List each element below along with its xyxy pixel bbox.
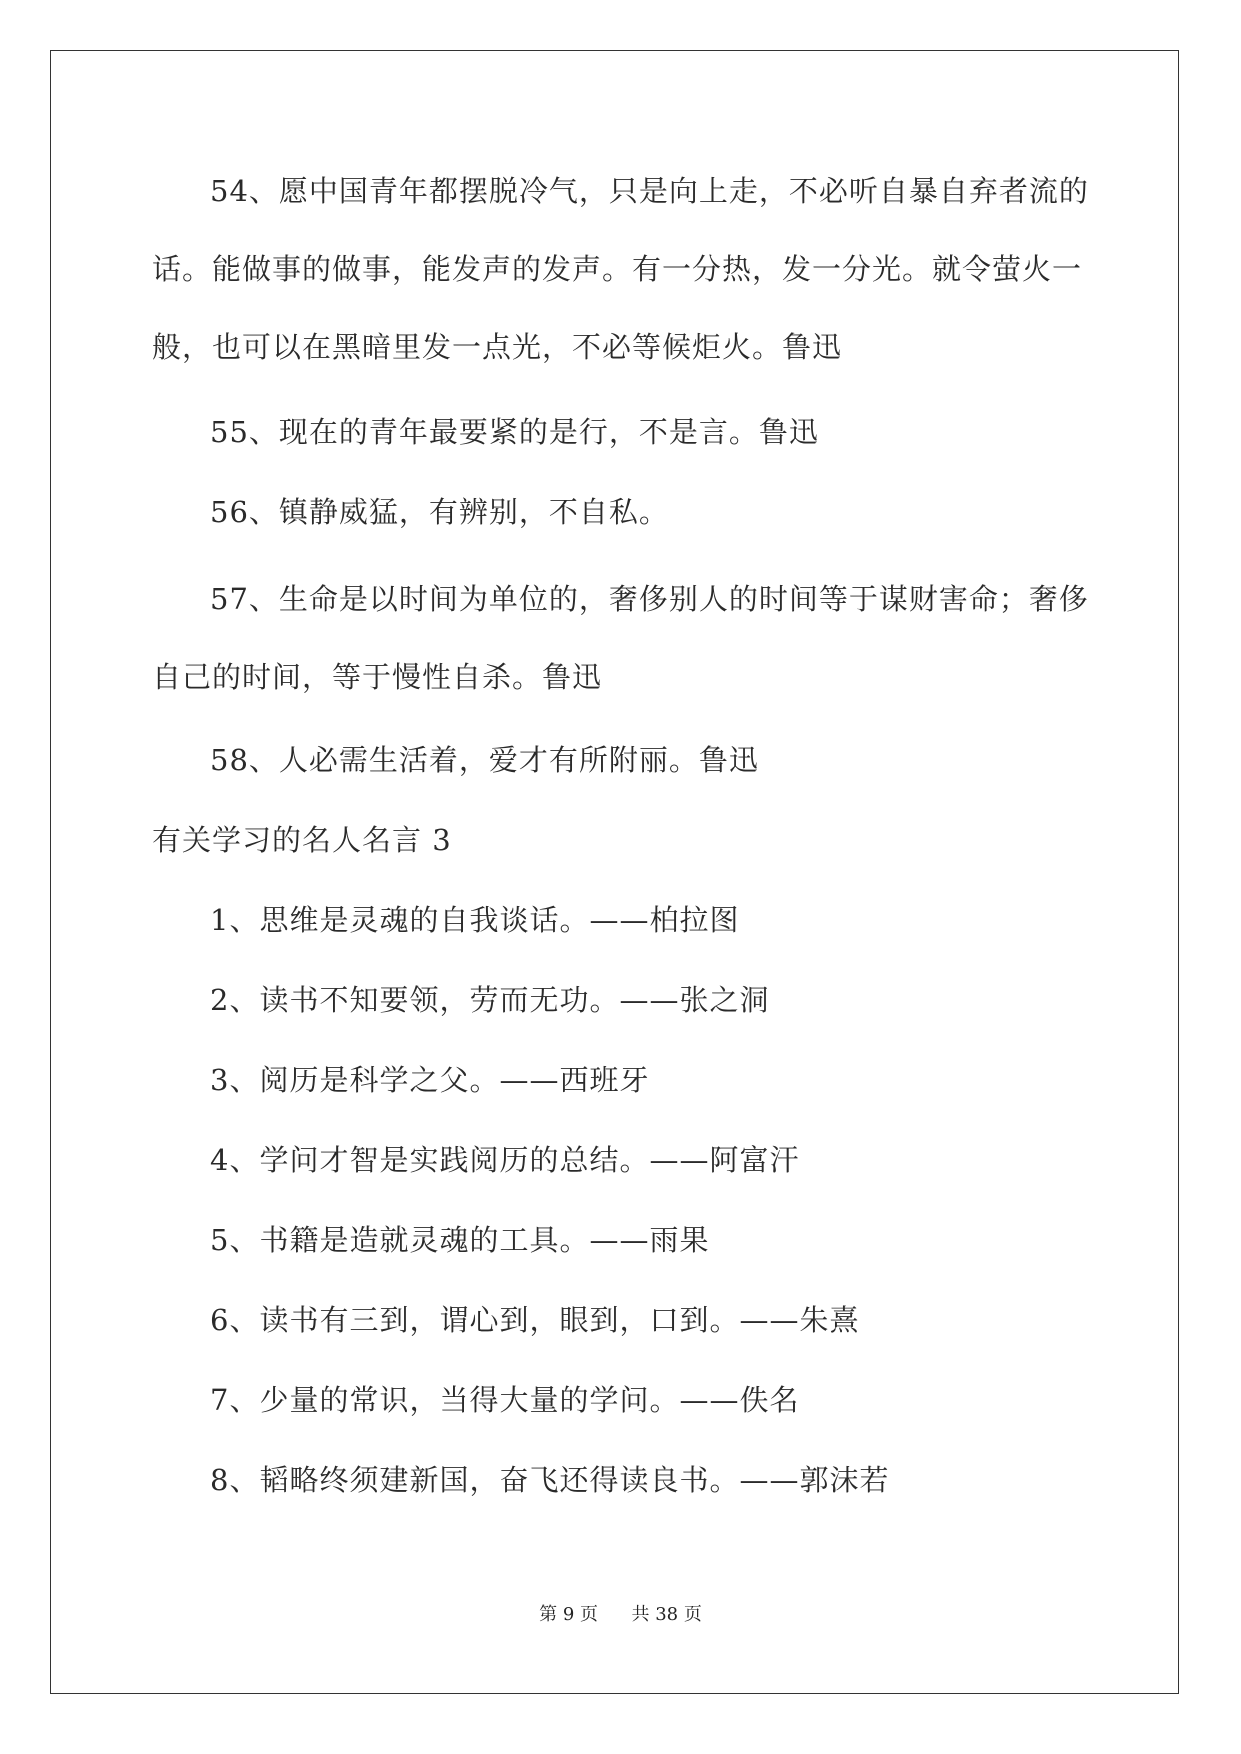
page-footer <box>0 1600 1241 1626</box>
quote-55: 55、现在的青年最要紧的是行，不是言。鲁迅 <box>210 415 819 449</box>
quote-54: 54、愿中国青年都摆脱冷气，只是向上走，不必听自暴自弃者流的话。能做事的做事，能发声的发声。有一分热，发一分光。就令萤火一般，也可以在黑暗里发一点光，不必等候炬火。鲁迅 <box>152 174 1089 364</box>
list-item: 3、阅历是科学之父。——西班牙 <box>210 1063 650 1097</box>
quote-58: 58、人必需生活着，爱才有所附丽。鲁迅 <box>210 743 759 777</box>
list-item: 5、书籍是造就灵魂的工具。——雨果 <box>210 1223 710 1257</box>
page-number-current: 第 9 页 <box>539 1604 599 1625</box>
list-item: 8、韬略终须建新国，奋飞还得读良书。——郭沫若 <box>210 1463 890 1497</box>
list-item: 2、读书不知要领，劳而无功。——张之洞 <box>210 983 770 1017</box>
list-item: 4、学问才智是实践阅历的总结。——阿富汗 <box>210 1143 800 1177</box>
list-item: 6、读书有三到，谓心到，眼到，口到。——朱熹 <box>210 1303 860 1337</box>
section-heading: 有关学习的名人名言 3 <box>152 823 452 857</box>
list-item: 7、少量的常识，当得大量的学问。——佚名 <box>210 1383 800 1417</box>
quote-56: 56、镇静威猛，有辨别，不自私。 <box>210 495 669 529</box>
page-number-total: 共 38 页 <box>631 1604 702 1625</box>
list-item: 1、思维是灵魂的自我谈话。——柏拉图 <box>210 903 740 937</box>
quote-57: 57、生命是以时间为单位的，奢侈别人的时间等于谋财害命；奢侈自己的时间，等于慢性自杀。鲁迅 <box>152 582 1089 694</box>
